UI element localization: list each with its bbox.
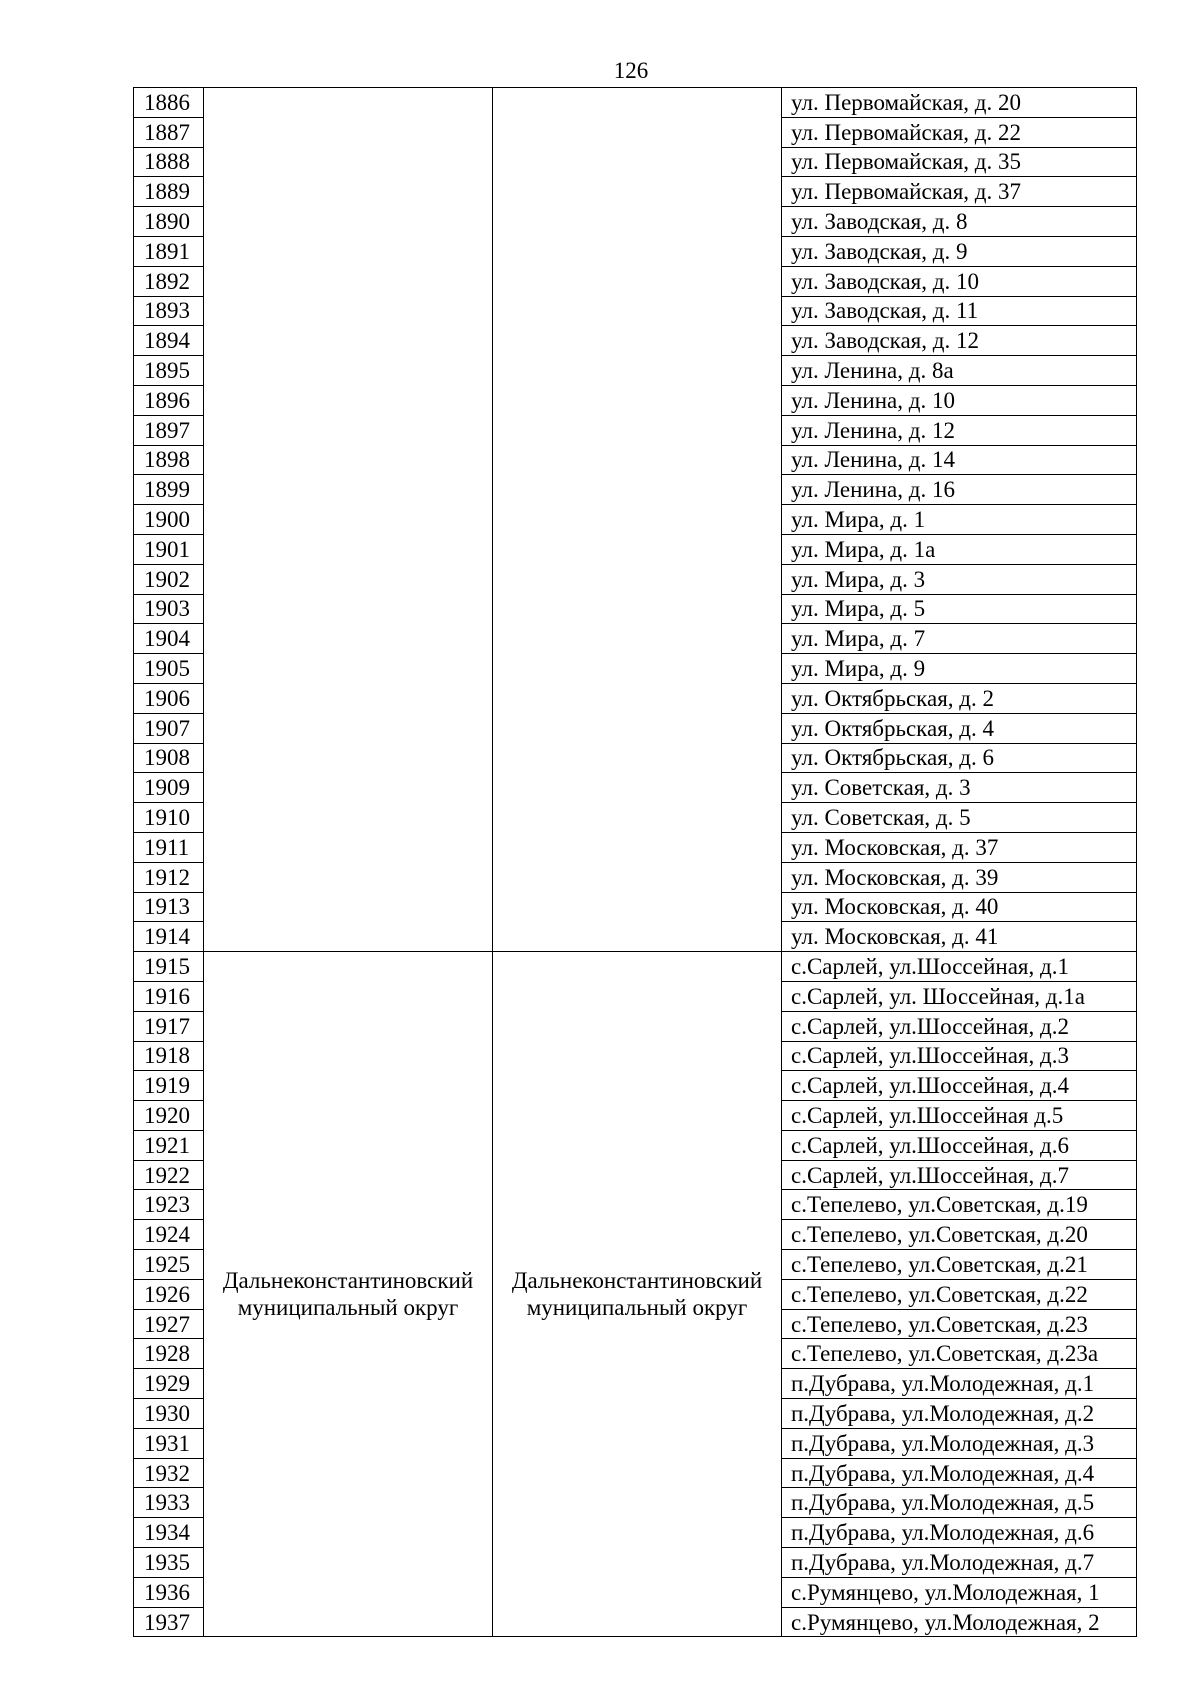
row-number: 1913 — [134, 892, 204, 922]
address-cell: ул. Ленина, д. 16 — [782, 475, 1137, 505]
address-cell: с.Тепелево, ул.Советская, д.23а — [782, 1339, 1137, 1369]
address-cell: с.Тепелево, ул.Советская, д.19 — [782, 1190, 1137, 1220]
address-cell: с.Сарлей, ул. Шоссейная, д.1а — [782, 981, 1137, 1011]
row-number: 1926 — [134, 1279, 204, 1309]
address-cell: п.Дубрава, ул.Молодежная, д.2 — [782, 1399, 1137, 1429]
address-cell: с.Сарлей, ул.Шоссейная, д.3 — [782, 1041, 1137, 1071]
row-number: 1912 — [134, 862, 204, 892]
row-number: 1928 — [134, 1339, 204, 1369]
address-cell: ул. Мира, д. 9 — [782, 654, 1137, 684]
address-cell: п.Дубрава, ул.Молодежная, д.3 — [782, 1428, 1137, 1458]
address-cell: с.Сарлей, ул.Шоссейная, д.1 — [782, 952, 1137, 982]
address-table — [133, 87, 1137, 1637]
address-cell: с.Румянцево, ул.Молодежная, 1 — [782, 1577, 1137, 1607]
row-number: 1908 — [134, 743, 204, 773]
address-cell: ул. Московская, д. 37 — [782, 832, 1137, 862]
address-cell: с.Румянцево, ул.Молодежная, 2 — [782, 1607, 1137, 1637]
row-number: 1907 — [134, 713, 204, 743]
address-cell: п.Дубрава, ул.Молодежная, д.7 — [782, 1548, 1137, 1578]
table-row — [134, 88, 1137, 118]
row-number: 1920 — [134, 1101, 204, 1131]
municipality-cell — [204, 88, 493, 952]
district-cell — [493, 88, 782, 952]
address-cell: ул. Мира, д. 7 — [782, 624, 1137, 654]
row-number: 1905 — [134, 654, 204, 684]
address-cell: ул. Мира, д. 1а — [782, 534, 1137, 564]
row-number: 1887 — [134, 117, 204, 147]
address-cell: ул. Октябрьская, д. 6 — [782, 743, 1137, 773]
row-number: 1927 — [134, 1309, 204, 1339]
address-cell: с.Сарлей, ул.Шоссейная, д.6 — [782, 1130, 1137, 1160]
row-number: 1898 — [134, 445, 204, 475]
row-number: 1930 — [134, 1399, 204, 1429]
municipality-cell: Дальнеконстантиновский муниципальный округ — [204, 952, 493, 1637]
row-number: 1896 — [134, 385, 204, 415]
row-number: 1900 — [134, 505, 204, 535]
address-cell: п.Дубрава, ул.Молодежная, д.5 — [782, 1488, 1137, 1518]
district-cell: Дальнеконстантиновский муниципальный округ — [493, 952, 782, 1637]
address-cell: с.Сарлей, ул.Шоссейная, д.2 — [782, 1011, 1137, 1041]
row-number: 1897 — [134, 415, 204, 445]
row-number: 1937 — [134, 1607, 204, 1637]
address-cell: ул. Мира, д. 1 — [782, 505, 1137, 535]
table-row — [134, 952, 1137, 982]
row-number: 1936 — [134, 1577, 204, 1607]
address-cell: ул. Октябрьская, д. 2 — [782, 683, 1137, 713]
address-cell: с.Тепелево, ул.Советская, д.23 — [782, 1309, 1137, 1339]
address-cell: ул. Ленина, д. 8а — [782, 356, 1137, 386]
address-cell: п.Дубрава, ул.Молодежная, д.1 — [782, 1369, 1137, 1399]
row-number: 1888 — [134, 147, 204, 177]
row-number: 1933 — [134, 1488, 204, 1518]
address-cell: ул. Заводская, д. 12 — [782, 326, 1137, 356]
row-number: 1914 — [134, 922, 204, 952]
address-cell: ул. Заводская, д. 9 — [782, 236, 1137, 266]
address-cell: ул. Ленина, д. 12 — [782, 415, 1137, 445]
address-cell: с.Тепелево, ул.Советская, д.20 — [782, 1220, 1137, 1250]
row-number: 1919 — [134, 1071, 204, 1101]
page-number: 126 — [613, 58, 649, 83]
row-number: 1890 — [134, 207, 204, 237]
row-number: 1909 — [134, 773, 204, 803]
row-number: 1895 — [134, 356, 204, 386]
row-number: 1894 — [134, 326, 204, 356]
row-number: 1931 — [134, 1428, 204, 1458]
row-number: 1929 — [134, 1369, 204, 1399]
address-cell: ул. Ленина, д. 10 — [782, 385, 1137, 415]
row-number: 1924 — [134, 1220, 204, 1250]
row-number: 1923 — [134, 1190, 204, 1220]
row-number: 1891 — [134, 236, 204, 266]
address-cell: ул. Московская, д. 40 — [782, 892, 1137, 922]
row-number: 1899 — [134, 475, 204, 505]
address-cell: ул. Заводская, д. 8 — [782, 207, 1137, 237]
address-cell: ул. Первомайская, д. 35 — [782, 147, 1137, 177]
address-cell: ул. Заводская, д. 10 — [782, 266, 1137, 296]
address-cell: ул. Октябрьская, д. 4 — [782, 713, 1137, 743]
row-number: 1932 — [134, 1458, 204, 1488]
row-number: 1916 — [134, 981, 204, 1011]
row-number: 1911 — [134, 832, 204, 862]
address-cell: ул. Ленина, д. 14 — [782, 445, 1137, 475]
row-number: 1901 — [134, 534, 204, 564]
address-cell: ул. Первомайская, д. 37 — [782, 177, 1137, 207]
address-cell: ул. Советская, д. 3 — [782, 773, 1137, 803]
address-cell: ул. Первомайская, д. 22 — [782, 117, 1137, 147]
row-number: 1902 — [134, 564, 204, 594]
row-number: 1904 — [134, 624, 204, 654]
address-cell: с.Сарлей, ул.Шоссейная, д.7 — [782, 1160, 1137, 1190]
address-cell: с.Сарлей, ул.Шоссейная д.5 — [782, 1101, 1137, 1131]
address-cell: ул. Советская, д. 5 — [782, 803, 1137, 833]
row-number: 1917 — [134, 1011, 204, 1041]
row-number: 1893 — [134, 296, 204, 326]
address-cell: ул. Московская, д. 41 — [782, 922, 1137, 952]
row-number: 1925 — [134, 1250, 204, 1280]
row-number: 1892 — [134, 266, 204, 296]
row-number: 1921 — [134, 1130, 204, 1160]
row-number: 1906 — [134, 683, 204, 713]
table-body — [134, 88, 1137, 1637]
row-number: 1935 — [134, 1548, 204, 1578]
row-number: 1910 — [134, 803, 204, 833]
address-cell: с.Тепелево, ул.Советская, д.21 — [782, 1250, 1137, 1280]
address-cell: п.Дубрава, ул.Молодежная, д.6 — [782, 1518, 1137, 1548]
address-cell: ул. Мира, д. 5 — [782, 594, 1137, 624]
address-cell: п.Дубрава, ул.Молодежная, д.4 — [782, 1458, 1137, 1488]
row-number: 1889 — [134, 177, 204, 207]
row-number: 1886 — [134, 88, 204, 118]
address-cell: ул. Заводская, д. 11 — [782, 296, 1137, 326]
row-number: 1915 — [134, 952, 204, 982]
row-number: 1903 — [134, 594, 204, 624]
address-cell: ул. Первомайская, д. 20 — [782, 88, 1137, 118]
row-number: 1918 — [134, 1041, 204, 1071]
address-cell: ул. Московская, д. 39 — [782, 862, 1137, 892]
address-cell: с.Тепелево, ул.Советская, д.22 — [782, 1279, 1137, 1309]
row-number: 1934 — [134, 1518, 204, 1548]
address-cell: ул. Мира, д. 3 — [782, 564, 1137, 594]
address-cell: с.Сарлей, ул.Шоссейная, д.4 — [782, 1071, 1137, 1101]
row-number: 1922 — [134, 1160, 204, 1190]
